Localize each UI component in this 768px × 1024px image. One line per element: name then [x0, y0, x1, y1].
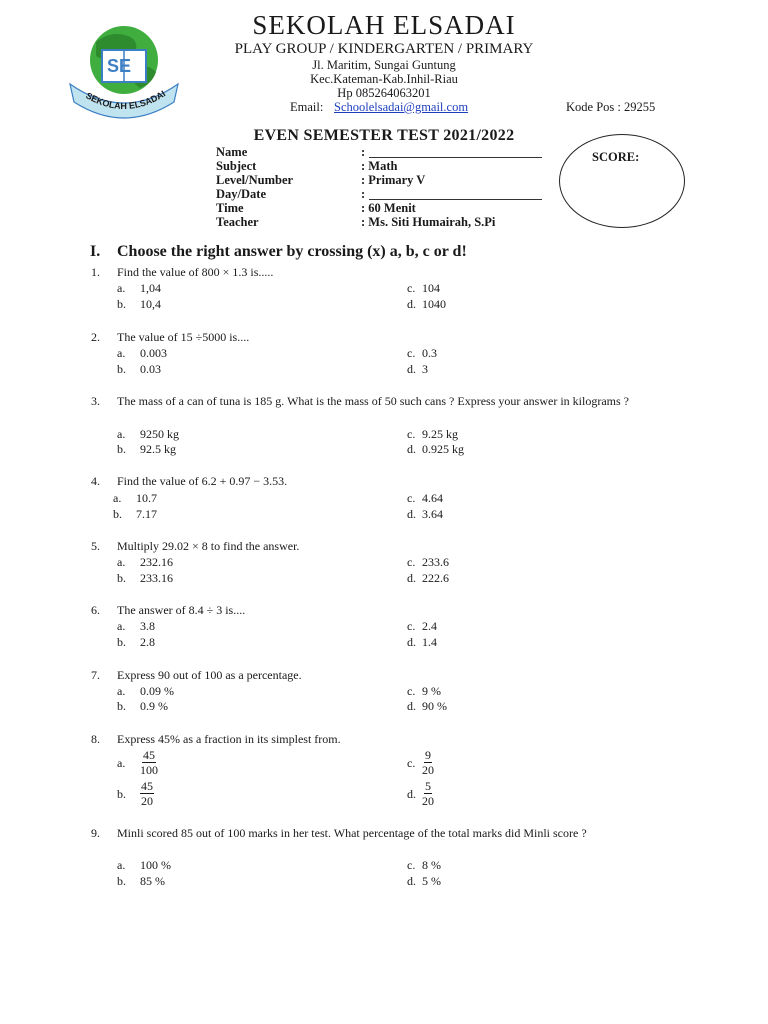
option-a-label[interactable]: a. — [117, 858, 126, 872]
info-label-time: Time — [216, 201, 244, 215]
logo-ribbon-text: SEKOLAH ELSADAI — [84, 88, 168, 112]
fraction-denominator: 20 — [141, 794, 153, 808]
option-d-label[interactable]: d. — [407, 699, 416, 713]
option-d[interactable]: 222.6 — [422, 571, 449, 585]
email-link[interactable]: Schoolelsadai@gmail.com — [334, 100, 469, 114]
fraction-denominator: 20 — [422, 794, 434, 808]
info-value-daydate: : — [361, 187, 366, 201]
option-d[interactable]: 5 % — [422, 874, 441, 888]
option-b-label[interactable]: b. — [117, 571, 126, 585]
option-c[interactable]: 2.4 — [422, 619, 437, 633]
option-b-label[interactable]: b. — [117, 297, 126, 311]
score-label: SCORE: — [592, 150, 640, 164]
option-c[interactable]: 9.25 kg — [422, 427, 458, 441]
option-b-label[interactable]: b. — [117, 362, 126, 376]
option-a-label[interactable]: a. — [117, 555, 126, 569]
option-c-fraction[interactable] — [422, 748, 434, 777]
option-c-label[interactable]: c. — [407, 491, 416, 505]
question-number: 2. — [91, 330, 100, 344]
option-d-label[interactable]: d. — [407, 635, 416, 649]
option-a-label[interactable]: a. — [117, 281, 126, 295]
question-text: The answer of 8.4 ÷ 3 is.... — [117, 603, 246, 617]
option-d-label[interactable]: d. — [407, 507, 416, 521]
option-c-label[interactable]: c. — [407, 555, 416, 569]
fraction-numerator: 45 — [143, 748, 155, 762]
option-c[interactable]: 233.6 — [422, 555, 449, 569]
option-c[interactable]: 4.64 — [422, 491, 443, 505]
option-a[interactable]: 9250 kg — [140, 427, 179, 441]
option-b-label[interactable]: b. — [117, 874, 126, 888]
option-d[interactable]: 3 — [422, 362, 428, 376]
option-b[interactable]: 0.03 — [140, 362, 161, 376]
option-b[interactable]: 2.8 — [140, 635, 155, 649]
info-label-name: Name — [216, 145, 248, 159]
question-text: Find the value of 800 × 1.3 is..... — [117, 265, 274, 279]
option-b-label[interactable]: b. — [117, 442, 126, 456]
option-b[interactable]: 0.9 % — [140, 699, 168, 713]
option-d-label[interactable]: d. — [407, 571, 416, 585]
option-d-label[interactable]: d. — [407, 874, 416, 888]
question-number: 7. — [91, 668, 100, 682]
question-number: 1. — [91, 265, 100, 279]
option-c-label[interactable]: c. — [407, 684, 416, 698]
school-levels: PLAY GROUP / KINDERGARTEN / PRIMARY — [234, 41, 534, 57]
section-title: Choose the right answer by crossing (x) a, b, c or d! — [117, 243, 467, 260]
info-label-teacher: Teacher — [216, 215, 259, 229]
option-c-label[interactable]: c. — [407, 427, 416, 441]
option-b[interactable]: 92.5 kg — [140, 442, 176, 456]
phone-number: Hp 085264063201 — [337, 86, 431, 100]
option-a-label[interactable]: a. — [117, 684, 126, 698]
score-box[interactable] — [559, 134, 685, 228]
option-c-label[interactable]: c. — [407, 281, 416, 295]
option-d-label[interactable]: d. — [407, 442, 416, 456]
option-a[interactable]: 1,04 — [140, 281, 161, 295]
info-value-subject: : Math — [361, 159, 398, 173]
option-b[interactable]: 233.16 — [140, 571, 173, 585]
section-number: I. — [90, 243, 101, 260]
option-b-label[interactable]: b. — [117, 635, 126, 649]
info-label-level: Level/Number — [216, 173, 294, 187]
address-line-2: Kec.Kateman-Kab.Inhil-Riau — [310, 72, 458, 86]
option-a[interactable]: 10.7 — [136, 491, 157, 505]
fraction-denominator: 20 — [422, 763, 434, 777]
email-label: Email: — [290, 100, 324, 114]
option-d[interactable]: 3.64 — [422, 507, 443, 521]
question-number: 3. — [91, 394, 100, 408]
daydate-field-line[interactable] — [369, 199, 542, 200]
option-a[interactable]: 0.09 % — [140, 684, 174, 698]
option-c-label[interactable]: c. — [407, 756, 416, 770]
option-b-label[interactable]: b. — [117, 699, 126, 713]
option-b-fraction[interactable] — [140, 779, 154, 808]
option-d-label[interactable]: d. — [407, 297, 416, 311]
question-text: Minli scored 85 out of 100 marks in her test. What percentage of the total marks did Minli score ? — [117, 826, 587, 840]
option-b-label[interactable]: b. — [113, 507, 122, 521]
question-text: The value of 15 ÷5000 is.... — [117, 330, 250, 344]
info-value-time: : 60 Menit — [361, 201, 416, 215]
option-b[interactable]: 10,4 — [140, 297, 161, 311]
info-label-subject: Subject — [216, 159, 257, 173]
option-c-label[interactable]: c. — [407, 858, 416, 872]
option-a[interactable]: 232.16 — [140, 555, 173, 569]
option-d[interactable]: 1.4 — [422, 635, 437, 649]
address-line-1: Jl. Maritim, Sungai Guntung — [312, 58, 456, 72]
option-d-fraction[interactable] — [422, 779, 434, 808]
question-number: 4. — [91, 474, 100, 488]
option-a-label[interactable]: a. — [117, 427, 126, 441]
info-value-name: : — [361, 145, 366, 159]
option-c-label[interactable]: c. — [407, 619, 416, 633]
option-b[interactable]: 85 % — [140, 874, 165, 888]
option-b[interactable]: 7.17 — [136, 507, 157, 521]
option-a-label[interactable]: a. — [113, 491, 122, 505]
option-c[interactable]: 9 % — [422, 684, 441, 698]
info-value-level: : Primary V — [361, 173, 426, 187]
school-name: SEKOLAH ELSADAI — [252, 10, 516, 40]
question-text: Find the value of 6.2 + 0.97 − 3.53. — [117, 474, 288, 488]
test-title: EVEN SEMESTER TEST 2021/2022 — [253, 127, 515, 144]
option-d-label[interactable]: d. — [407, 362, 416, 376]
question-number: 8. — [91, 732, 100, 746]
option-a-label[interactable]: a. — [117, 756, 126, 770]
question-text: Express 90 out of 100 as a percentage. — [117, 668, 302, 682]
logo-initials: SE — [107, 56, 132, 76]
info-label-daydate: Day/Date — [216, 187, 266, 201]
fraction-numerator: 9 — [425, 748, 431, 762]
fraction-numerator: 5 — [425, 779, 431, 793]
option-d-label[interactable]: d. — [407, 787, 416, 801]
option-a-label[interactable]: a. — [117, 346, 126, 360]
option-c-label[interactable]: c. — [407, 346, 416, 360]
option-c[interactable]: 104 — [422, 281, 440, 295]
option-a[interactable]: 100 % — [140, 858, 171, 872]
question-number: 6. — [91, 603, 100, 617]
info-value-teacher: : Ms. Siti Humairah, S.Pi — [361, 215, 496, 229]
question-text: Express 45% as a fraction in its simplest from. — [117, 732, 341, 746]
name-field-line[interactable] — [369, 157, 542, 158]
option-a[interactable]: 3.8 — [140, 619, 155, 633]
question-number: 9. — [91, 826, 100, 840]
postal-code: Kode Pos : 29255 — [566, 100, 656, 114]
option-a[interactable]: 0.003 — [140, 346, 167, 360]
option-b-label[interactable]: b. — [117, 787, 126, 801]
question-text: Multiply 29.02 × 8 to find the answer. — [117, 539, 300, 553]
fraction-numerator: 45 — [141, 779, 153, 793]
question-number: 5. — [91, 539, 100, 553]
option-a-label[interactable]: a. — [117, 619, 126, 633]
question-text: The mass of a can of tuna is 185 g. What is the mass of 50 such cans ? Express your answer in kilograms ? — [117, 394, 629, 408]
fraction-denominator: 100 — [140, 763, 158, 777]
option-d[interactable]: 0.925 kg — [422, 442, 464, 456]
option-c[interactable]: 8 % — [422, 858, 441, 872]
option-d[interactable]: 1040 — [422, 297, 446, 311]
option-c[interactable]: 0.3 — [422, 346, 437, 360]
option-a-fraction[interactable] — [140, 748, 158, 777]
option-d[interactable]: 90 % — [422, 699, 447, 713]
